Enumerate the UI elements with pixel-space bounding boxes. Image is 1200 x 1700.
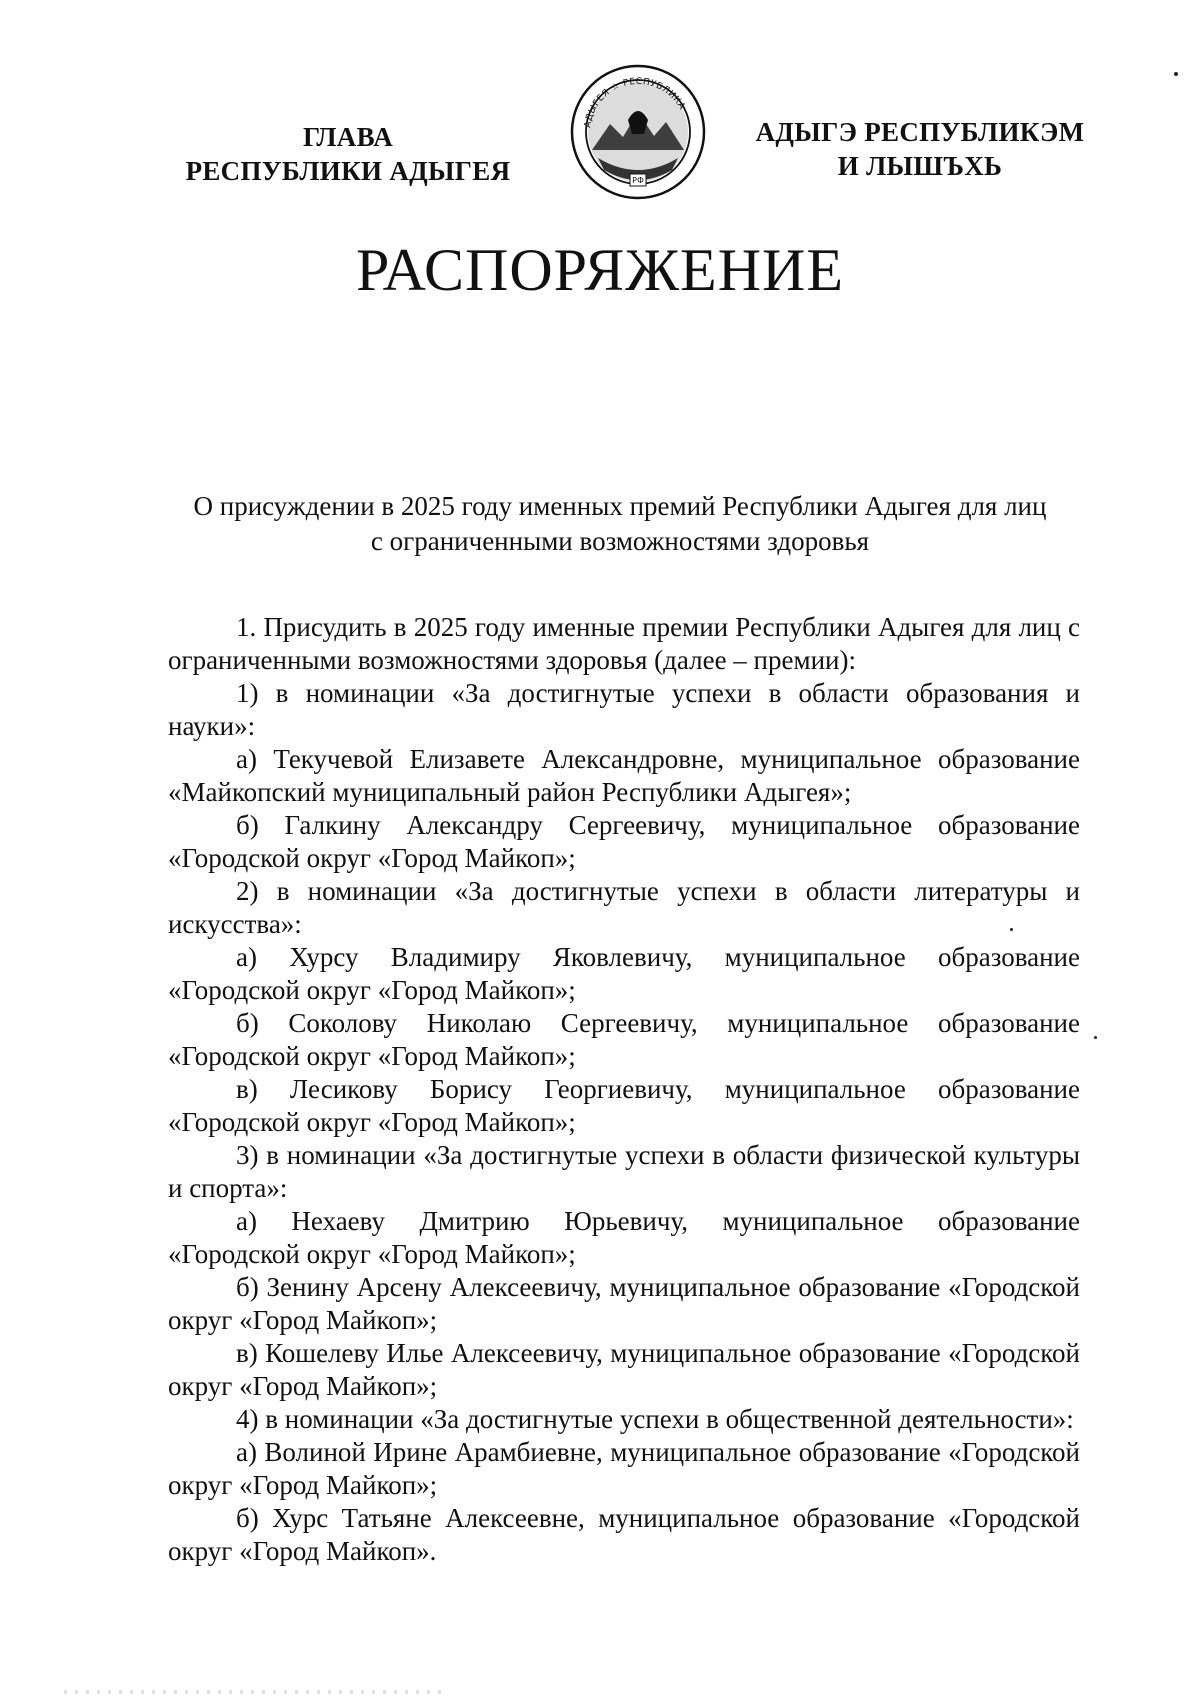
paragraph-main-clause: 1. Присудить в 2025 году именные премии Республики Адыгея для лиц с ограниченными возможностями здоровья (далее – премии): <box>168 612 1080 675</box>
paragraph-awardee: а) Хурсу Владимиру Яковлевичу, муниципальное образование «Городской округ «Город Майкоп»; <box>168 942 1080 1005</box>
scan-speck <box>1010 928 1013 931</box>
paragraph-awardee: а) Волиной Ирине Арамбиевне, муниципальное образование «Городской округ «Город Майкоп»; <box>168 1437 1080 1500</box>
scan-speck <box>1174 72 1178 76</box>
paragraph-nomination-3: 3) в номинации «За достигнутые успехи в области физической культуры и спорта»: <box>168 1140 1080 1203</box>
document-body <box>168 611 1080 1568</box>
document-type-title: РАСПОРЯЖЕНИЕ <box>355 237 845 303</box>
paragraph-awardee: а) Текучевой Елизавете Александровне, муниципальное образование «Майкопский муниципальный район Республики Адыгея»; <box>168 744 1080 807</box>
header-left-title: ГЛАВА <box>302 122 394 152</box>
scan-noise-strip <box>64 1690 444 1694</box>
paragraph-awardee: в) Кошелеву Илье Алексеевичу, муниципальное образование «Городской округ «Город Майкоп»; <box>168 1338 1080 1401</box>
header-right-block <box>740 115 1100 183</box>
scan-speck <box>1094 1036 1097 1039</box>
header-left-block <box>178 120 518 188</box>
paragraph-awardee: б) Хурс Татьяне Алексеевне, муниципальное образование «Городской округ «Город Майкоп». <box>168 1503 1080 1566</box>
paragraph-awardee: б) Галкину Александру Сергеевичу, муниципальное образование «Городской округ «Город Майкоп»; <box>168 810 1080 873</box>
document-subject <box>160 489 1080 559</box>
subject-line-1: О присуждении в 2025 году именных премий Республики Адыгея для лиц <box>193 491 1047 521</box>
paragraph-awardee: б) Зенину Арсену Алексеевичу, муниципальное образование «Городской округ «Город Майкоп»; <box>168 1272 1080 1335</box>
paragraph-awardee: б) Соколову Николаю Сергеевичу, муниципальное образование «Городской округ «Город Майкоп»; <box>168 1008 1080 1071</box>
paragraph-nomination-1: 1) в номинации «За достигнутые успехи в области образования и науки»: <box>168 678 1080 741</box>
paragraph-awardee: а) Нехаеву Дмитрию Юрьевичу, муниципальное образование «Городской округ «Город Майкоп»; <box>168 1206 1080 1269</box>
header-right-title: АДЫГЭ РЕСПУБЛИКЭМ <box>755 117 1085 147</box>
paragraph-awardee: в) Лесикову Борису Георгиевичу, муниципальное образование «Городской округ «Город Майкоп»; <box>168 1074 1080 1137</box>
coat-of-arms-emblem <box>568 62 708 202</box>
emblem-top-text: АДЫГЕЯ ☆ РЕСПУБЛИКА <box>583 76 687 129</box>
header-right-subtitle: И ЛЫШЪХЬ <box>837 151 1003 181</box>
subject-line-2: с ограниченными возможностями здоровья <box>370 526 870 556</box>
emblem-bottom-text: РФ <box>632 176 644 185</box>
header-left-subtitle: РЕСПУБЛИКИ АДЫГЕЯ <box>185 156 511 186</box>
paragraph-nomination-4: 4) в номинации «За достигнутые успехи в общественной деятельности»: <box>236 1404 1074 1434</box>
paragraph-nomination-2: 2) в номинации «За достигнутые успехи в области литературы и искусства»: <box>168 876 1080 939</box>
